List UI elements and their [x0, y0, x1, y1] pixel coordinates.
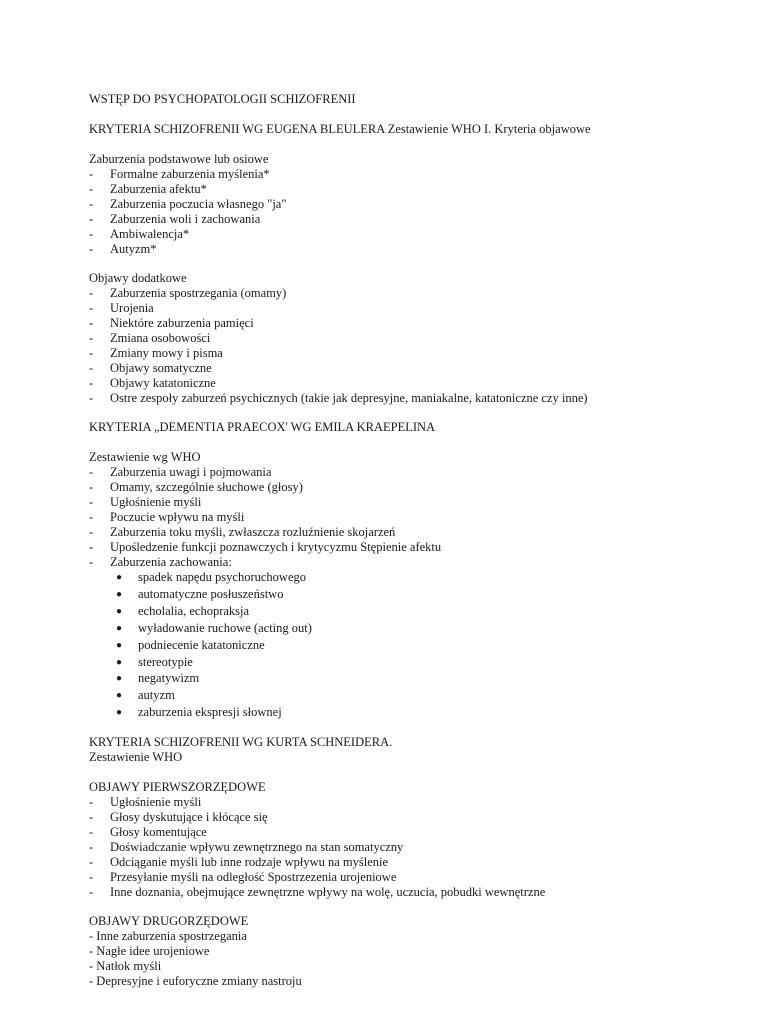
list-item	[89, 825, 207, 840]
list-item-text: wyładowanie ruchowe (acting out)	[138, 621, 312, 635]
section-heading-bleuler: KRYTERIA SCHIZOFRENII WG EUGENA BLEULERA Zestawienie WHO I. Kryteria objawowe	[89, 122, 591, 136]
bullet-icon: ●	[116, 572, 123, 583]
dash-marker: -	[89, 316, 94, 330]
list-item-text: Poczucie wpływu na myśli	[110, 510, 245, 524]
list-item-text: Zmiany mowy i pisma	[110, 346, 223, 360]
list-item-text: Zmiana osobowości	[110, 331, 211, 345]
list-item-text: Formalne zaburzenia myślenia*	[110, 167, 270, 181]
dash-marker: -	[89, 510, 94, 524]
subheading-first-rank-symptoms: OBJAWY PIERWSZORZĘDOWE	[89, 780, 266, 794]
list-item-text: Doświadczanie wpływu zewnętrznego na stan somatyczny	[110, 840, 404, 854]
dash-marker: -	[89, 301, 94, 315]
list-item	[89, 855, 388, 870]
bullet-list-item	[116, 570, 306, 585]
bullet-list-item	[116, 671, 199, 686]
list-item	[89, 840, 403, 855]
dash-marker: -	[89, 242, 94, 256]
dash-marker: -	[89, 286, 94, 300]
subheading-who-summary: Zestawienie WHO	[89, 750, 183, 764]
bullet-list-item	[116, 587, 283, 602]
list-item	[89, 376, 216, 391]
list-item	[89, 167, 270, 182]
dash-marker: -	[89, 540, 94, 554]
list-item	[89, 242, 157, 257]
list-item	[89, 525, 395, 540]
list-item-text: autyzm	[138, 688, 175, 702]
list-item	[89, 197, 286, 212]
list-item: - Natłok myśli	[89, 959, 162, 973]
dash-marker: -	[89, 346, 94, 360]
list-item-text: Objawy katatoniczne	[110, 376, 216, 390]
bullet-icon: ●	[116, 589, 123, 600]
dash-marker: -	[89, 885, 94, 899]
document-title: WSTĘP DO PSYCHOPATOLOGII SCHIZOFRENII	[89, 92, 356, 106]
list-item-text: Zaburzenia uwagi i pojmowania	[110, 465, 272, 479]
list-item	[89, 810, 268, 825]
list-item	[89, 510, 244, 525]
list-item-text: Zaburzenia spostrzegania (omamy)	[110, 286, 287, 300]
subheading-basic-disorders: Zaburzenia podstawowe lub osiowe	[89, 152, 269, 166]
section-heading-schneider: KRYTERIA SCHIZOFRENII WG KURTA SCHNEIDERA.	[89, 735, 393, 749]
list-item	[89, 555, 232, 570]
bullet-icon: ●	[116, 606, 123, 617]
dash-marker: -	[89, 391, 94, 405]
list-item-text: Omamy, szczególnie słuchowe (głosy)	[110, 480, 303, 494]
dash-marker: -	[89, 182, 94, 196]
list-item-text: spadek napędu psychoruchowego	[138, 570, 307, 584]
dash-marker: -	[89, 855, 94, 869]
bullet-list-item	[116, 604, 249, 619]
dash-marker: -	[89, 810, 94, 824]
list-item-text: zaburzenia ekspresji słownej	[138, 705, 282, 719]
list-item	[89, 870, 396, 885]
list-item-text: Niektóre zaburzenia pamięci	[110, 316, 254, 330]
section-heading-kraepelin: KRYTERIA „DEMENTIA PRAECOX' WG EMILA KRAEPELINA	[89, 420, 436, 434]
dash-marker: -	[89, 825, 94, 839]
list-item	[89, 885, 545, 900]
dash-marker: -	[89, 376, 94, 390]
bullet-list-item	[116, 705, 282, 720]
list-item	[89, 286, 286, 301]
bullet-list-item	[116, 621, 312, 636]
list-item-text: Ugłośnienie myśli	[110, 495, 202, 509]
bullet-icon: ●	[116, 640, 123, 651]
list-item-text: echolalia, echopraksja	[138, 604, 250, 618]
dash-marker: -	[89, 870, 94, 884]
bullet-icon: ●	[116, 690, 123, 701]
list-item-text: Zaburzenia zachowania:	[110, 555, 232, 569]
list-item: - Inne zaburzenia spostrzegania	[89, 929, 247, 943]
bullet-list-item	[116, 655, 193, 670]
list-item	[89, 301, 154, 316]
list-item-text: Zaburzenia afektu*	[110, 182, 207, 196]
subheading-who-summary: Zestawienie wg WHO	[89, 450, 201, 464]
list-item-text: podniecenie katatoniczne	[138, 638, 265, 652]
list-item-text: Inne doznania, obejmujące zewnętrzne wpływy na wolę, uczucia, pobudki wewnętrzne	[110, 885, 546, 899]
list-item-text: Ostre zespoły zaburzeń psychicznych (takie jak depresyjne, maniakalne, katatoniczne czy inne)	[110, 391, 588, 405]
dash-marker: -	[89, 495, 94, 509]
list-item	[89, 540, 441, 555]
list-item-text: Ugłośnienie myśli	[110, 795, 202, 809]
bullet-icon: ●	[116, 673, 123, 684]
list-item-text: Zaburzenia woli i zachowania	[110, 212, 261, 226]
dash-marker: -	[89, 331, 94, 345]
bullet-list-item	[116, 638, 265, 653]
list-item	[89, 227, 189, 242]
bullet-list-item	[116, 688, 175, 703]
list-item-text: Ambiwalencja*	[110, 227, 190, 241]
dash-marker: -	[89, 361, 94, 375]
list-item-text: Autyzm*	[110, 242, 157, 256]
list-item	[89, 346, 223, 361]
list-item-text: stereotypie	[138, 655, 193, 669]
list-item: - Depresyjne i euforyczne zmiany nastroju	[89, 974, 302, 988]
list-item	[89, 316, 254, 331]
list-item	[89, 795, 201, 810]
list-item-text: Przesyłanie myśli na odległość Spostrzezenia urojeniowe	[110, 870, 397, 884]
list-item	[89, 480, 303, 495]
dash-marker: -	[89, 480, 94, 494]
dash-marker: -	[89, 525, 94, 539]
list-item-text: Zaburzenia toku myśli, zwłaszcza rozluźnienie skojarzeń	[110, 525, 396, 539]
list-item-text: Zaburzenia poczucia własnego "ja"	[110, 197, 287, 211]
list-item-text: Głosy dyskutujące i kłócące się	[110, 810, 268, 824]
list-item-text: Upośledzenie funkcji poznawczych i krytycyzmu Stępienie afektu	[110, 540, 442, 554]
dash-marker: -	[89, 465, 94, 479]
bullet-icon: ●	[116, 657, 123, 668]
dash-marker: -	[89, 197, 94, 211]
list-item-text: Objawy somatyczne	[110, 361, 212, 375]
list-item	[89, 212, 260, 227]
list-item-text: Głosy komentujące	[110, 825, 207, 839]
list-item-text: Odciąganie myśli lub inne rodzaje wpływu na myślenie	[110, 855, 389, 869]
list-item: - Nagłe idee urojeniowe	[89, 944, 210, 958]
subheading-second-rank-symptoms: OBJAWY DRUGORZĘDOWE	[89, 914, 249, 928]
bullet-icon: ●	[116, 707, 123, 718]
list-item	[89, 391, 588, 406]
dash-marker: -	[89, 212, 94, 226]
list-item-text: negatywizm	[138, 671, 200, 685]
dash-marker: -	[89, 227, 94, 241]
dash-marker: -	[89, 555, 94, 569]
dash-marker: -	[89, 840, 94, 854]
dash-marker: -	[89, 795, 94, 809]
list-item	[89, 465, 271, 480]
bullet-icon: ●	[116, 623, 123, 634]
list-item	[89, 495, 201, 510]
list-item	[89, 361, 212, 376]
dash-marker: -	[89, 167, 94, 181]
list-item-text: automatyczne posłuszeństwo	[138, 587, 284, 601]
list-item	[89, 331, 210, 346]
list-item	[89, 182, 207, 197]
list-item-text: Urojenia	[110, 301, 154, 315]
subheading-additional-symptoms: Objawy dodatkowe	[89, 271, 187, 285]
